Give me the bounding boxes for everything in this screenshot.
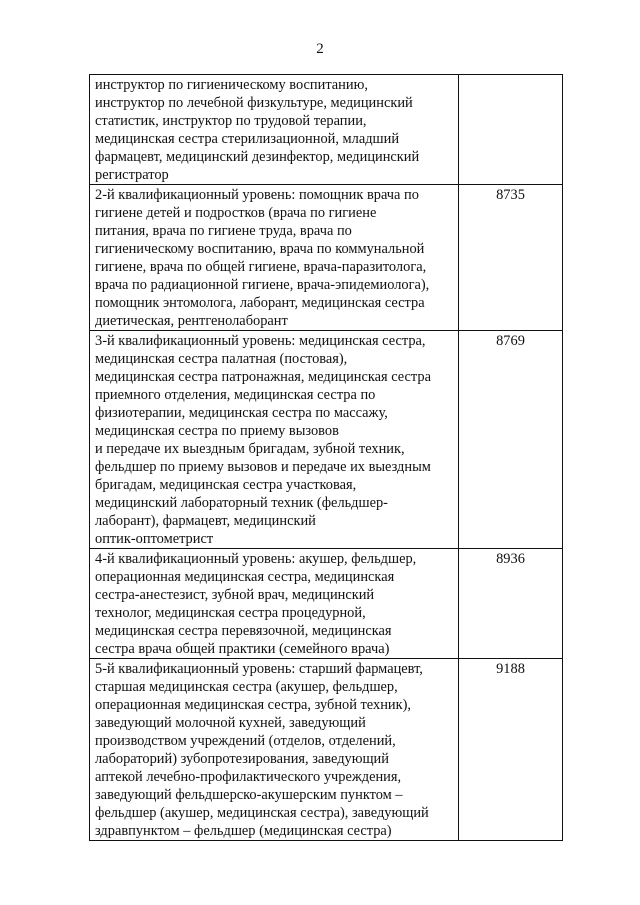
description-line: заведующий фельдшерско-акушерским пунктом – xyxy=(95,787,403,803)
salary-amount-cell: 8769 xyxy=(459,331,563,549)
table-row xyxy=(90,331,563,549)
table-body xyxy=(90,75,563,841)
description-line: гигиене, врача по общей гигиене, врача-паразитолога, xyxy=(95,259,427,275)
description-line: инструктор по лечебной физкультуре, медицинский xyxy=(95,95,413,111)
description-line: гигиеническому воспитанию, врача по коммунальной xyxy=(95,241,425,257)
description-line: технолог, медицинская сестра процедурной, xyxy=(95,605,366,621)
description-line: 3-й квалификационный уровень: медицинская сестра, xyxy=(95,333,426,349)
description-line: фармацевт, медицинский дезинфектор, медицинский xyxy=(95,149,420,165)
description-line: фельдшер (акушер, медицинская сестра), заведующий xyxy=(95,805,429,821)
description-line: здравпунктом – фельдшер (медицинская сестра) xyxy=(95,823,392,839)
description-line: фельдшер по приему вызовов и передаче их выездным xyxy=(95,459,431,475)
description-line: медицинская сестра по приему вызовов xyxy=(95,423,339,439)
description-line: медицинский лабораторный техник (фельдшер- xyxy=(95,495,388,511)
description-line: медицинская сестра палатная (постовая), xyxy=(95,351,348,367)
position-description-cell xyxy=(90,185,459,331)
description-line: оптик-оптометрист xyxy=(95,531,214,547)
description-line: инструктор по гигиеническому воспитанию, xyxy=(95,77,368,93)
description-line: медицинская сестра перевязочной, медицинская xyxy=(95,623,392,639)
description-line: операционная медицинская сестра, зубной техник), xyxy=(95,697,411,713)
description-line: и передаче их выездным бригадам, зубной техник, xyxy=(95,441,405,457)
description-line: старшая медицинская сестра (акушер, фельдшер, xyxy=(95,679,398,695)
position-description-cell xyxy=(90,659,459,841)
description-line: аптекой лечебно-профилактического учреждения, xyxy=(95,769,402,785)
description-line: сестра-анестезист, зубной врач, медицинский xyxy=(95,587,375,603)
description-line: физиотерапии, медицинская сестра по массажу, xyxy=(95,405,388,421)
position-description-cell xyxy=(90,331,459,549)
salary-amount-cell: 9188 xyxy=(459,659,563,841)
table-row xyxy=(90,185,563,331)
salary-amount-cell: 8936 xyxy=(459,549,563,659)
salary-amount-cell: 8735 xyxy=(459,185,563,331)
description-line: диетическая, рентгенолаборант xyxy=(95,313,288,329)
description-line: производством учреждений (отделов, отделений, xyxy=(95,733,396,749)
description-line: медицинская сестра патронажная, медицинская сестра xyxy=(95,369,431,385)
page-number: 2 xyxy=(316,41,324,57)
description-line: питания, врача по гигиене труда, врача по xyxy=(95,223,352,239)
description-line: гигиене детей и подростков (врача по гигиене xyxy=(95,205,377,221)
description-line: медицинская сестра стерилизационной, младший xyxy=(95,131,400,147)
description-line: лаборант), фармацевт, медицинский xyxy=(95,513,316,529)
description-line: регистратор xyxy=(95,167,169,183)
table-row xyxy=(90,549,563,659)
description-line: 4-й квалификационный уровень: акушер, фельдшер, xyxy=(95,551,417,567)
description-line: 5-й квалификационный уровень: старший фармацевт, xyxy=(95,661,423,677)
qualification-table xyxy=(89,74,563,841)
description-line: врача по радиационной гигиене, врача-эпидемиолога), xyxy=(95,277,430,293)
position-description-cell xyxy=(90,549,459,659)
description-line: помощник энтомолога, лаборант, медицинская сестра xyxy=(95,295,425,311)
table-row xyxy=(90,75,563,185)
position-description-cell xyxy=(90,75,459,185)
description-line: операционная медицинская сестра, медицинская xyxy=(95,569,395,585)
description-line: статистик, инструктор по трудовой терапии, xyxy=(95,113,367,129)
description-line: заведующий молочной кухней, заведующий xyxy=(95,715,366,731)
description-line: бригадам, медицинская сестра участковая, xyxy=(95,477,357,493)
description-line: сестра врача общей практики (семейного врача) xyxy=(95,641,390,657)
salary-amount-cell xyxy=(459,75,563,185)
description-line: приемного отделения, медицинская сестра по xyxy=(95,387,376,403)
description-line: лабораторий) зубопротезирования, заведующий xyxy=(95,751,389,767)
description-line: 2-й квалификационный уровень: помощник врача по xyxy=(95,187,419,203)
table-row xyxy=(90,659,563,841)
